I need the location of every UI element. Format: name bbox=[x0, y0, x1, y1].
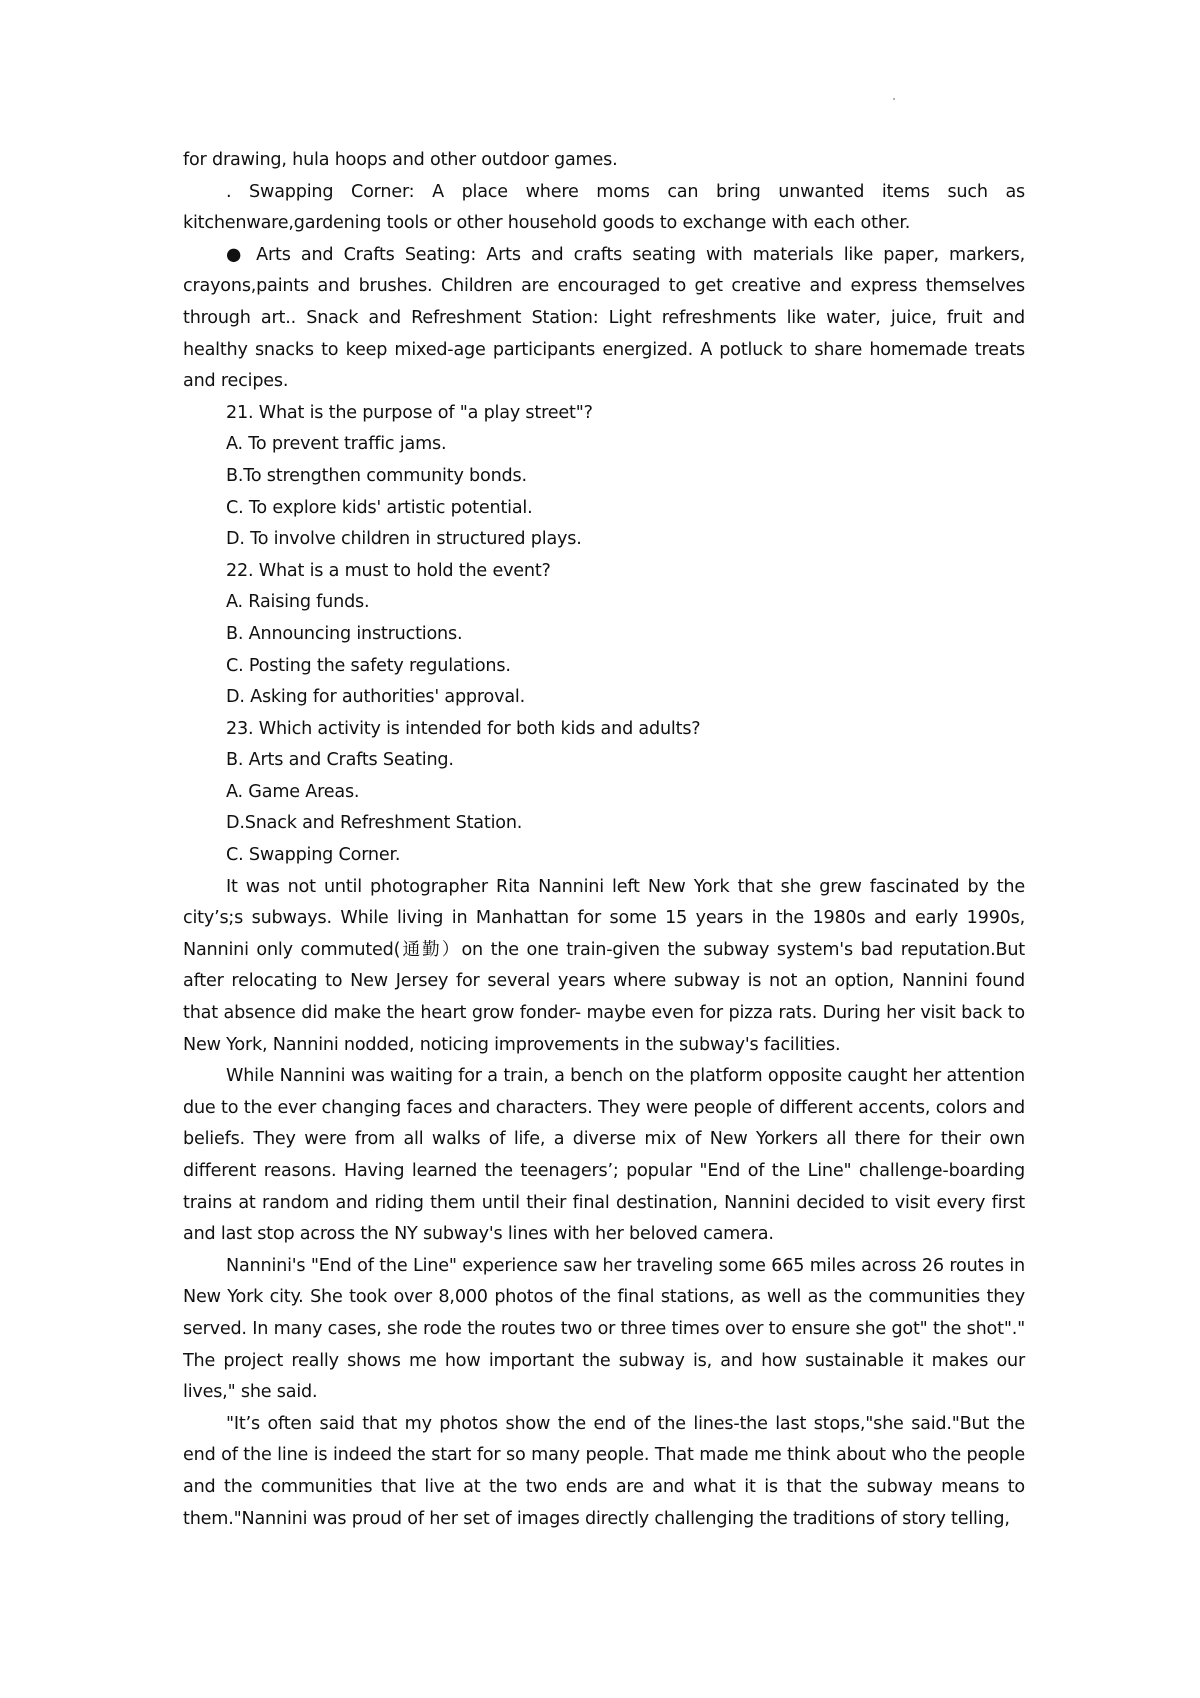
swapping-corner-paragraph: . Swapping Corner: A place where moms can bring unwanted items such as kitchenware,gardening tools or other household goods to exchange with each other. bbox=[183, 181, 1025, 234]
question-21-option: B.To strengthen community bonds. bbox=[226, 465, 527, 486]
passage-b-paragraph-1: It was not until photographer Rita Nannini left New York that she grew fascinated by the city’s;s subways. While living in Manhattan for some 15 years in the 1980s and early 1990s, Nannini only commuted(通勤）on the one train-given the subway system's bad reputation.But after relocating to New Jersey for several years where subway is not an option, Nannini found that absence did make the heart grow fonder- maybe even for pizza rats. During her visit back to New York, Nannini nodded, noticing improvements in the subway's facilities. bbox=[183, 876, 1025, 1055]
question-22-option: C. Posting the safety regulations. bbox=[226, 655, 511, 676]
question-22-option: A. Raising funds. bbox=[226, 592, 370, 613]
question-23-option: B. Arts and Crafts Seating. bbox=[226, 750, 454, 771]
arts-crafts-paragraph: ● Arts and Crafts Seating: Arts and crafts seating with materials like paper, markers, crayons,paints and brushes. Children are encouraged to get creative and express themselves through art.. Snack and Refreshment Station: Light refreshments like water, juice, fruit and healthy snacks to keep mixed-age participants energized. A potluck to share homemade treats and recipes. bbox=[183, 244, 1025, 392]
question-23-option: D.Snack and Refreshment Station. bbox=[226, 813, 523, 834]
passage-a-continuation: for drawing, hula hoops and other outdoor games. bbox=[183, 150, 618, 170]
question-21-option: D. To involve children in structured plays. bbox=[226, 529, 582, 550]
question-21-option: C. To explore kids' artistic potential. bbox=[226, 497, 533, 518]
passage-b-paragraph-2: While Nannini was waiting for a train, a bench on the platform opposite caught her attention due to the ever changing faces and characters. They were people of different accents, colors and beliefs. They were from all walks of life, a diverse mix of New Yorkers all there for their own different reasons. Having learned the teenagers’; popular "End of the Line" challenge-boarding trains at random and riding them until their final destination, Nannini decided to visit every first and last stop across the NY subway's lines with her beloved camera. bbox=[183, 1066, 1025, 1245]
question-21-stem: 21. What is the purpose of "a play street"? bbox=[226, 402, 593, 423]
question-21-option: A. To prevent traffic jams. bbox=[226, 434, 447, 455]
question-22-stem: 22. What is a must to hold the event? bbox=[226, 560, 551, 581]
passage-b-paragraph-3: Nannini's "End of the Line" experience saw her traveling some 665 miles across 26 routes in New York city. She took over 8,000 photos of the final stations, as well as the communities they served. In many cases, she rode the routes two or three times over to ensure she got" the shot"." The project really shows me how important the subway is, and how sustainable it makes our lives," she said. bbox=[183, 1255, 1025, 1403]
question-23-option: C. Swapping Corner. bbox=[226, 845, 401, 866]
question-22-option: B. Announcing instructions. bbox=[226, 623, 463, 644]
question-22-option: D. Asking for authorities' approval. bbox=[226, 687, 525, 708]
question-23-option: A. Game Areas. bbox=[226, 781, 360, 802]
passage-b-paragraph-4: "It’s often said that my photos show the end of the lines-the last stops,"she said."But the end of the line is indeed the start for so many people. That made me think about who the people and the communities that live at the two ends are and what it is that the subway means to them."Nannini was proud of her set of images directly challenging the traditions of story telling, bbox=[183, 1413, 1025, 1529]
document-page bbox=[183, 145, 1025, 1535]
question-23-stem: 23. Which activity is intended for both kids and adults? bbox=[226, 718, 701, 739]
scan-speck bbox=[893, 98, 895, 100]
